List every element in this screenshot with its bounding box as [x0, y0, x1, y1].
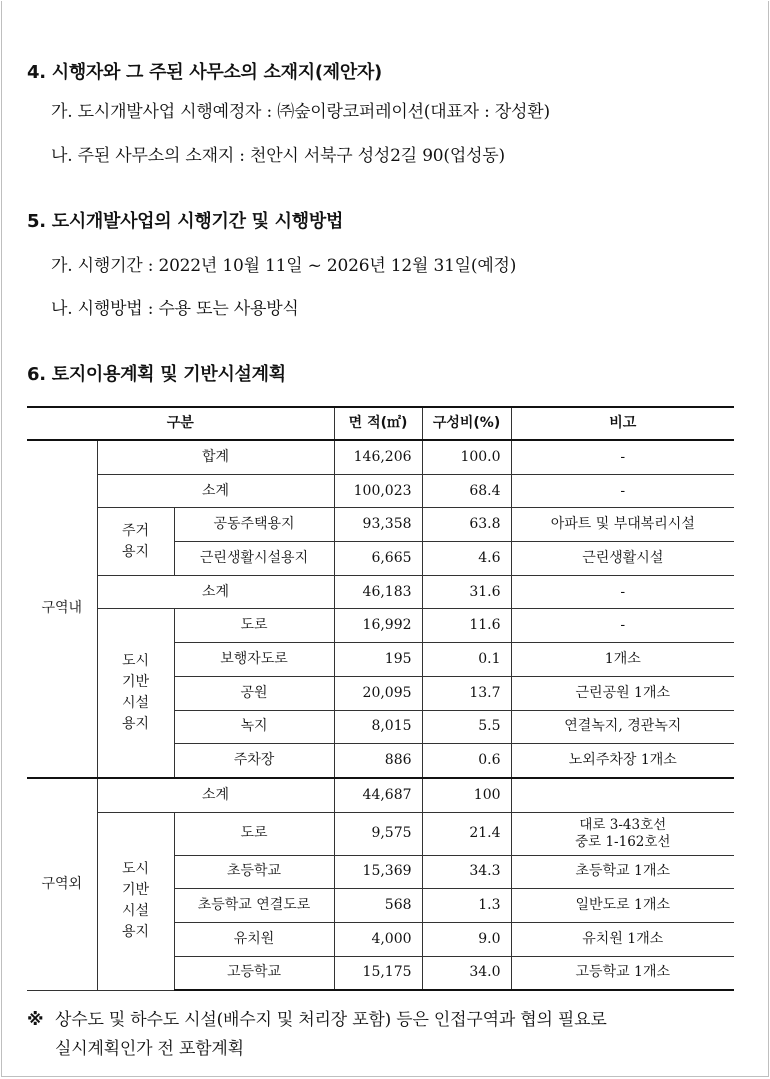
- infra-in-row-4-ratio: 0.6: [422, 744, 511, 778]
- section5-item-b: 나. 시행방법 : 수용 또는 사용방식: [51, 299, 299, 319]
- infra-in-row-0-ratio: 11.6: [422, 609, 511, 643]
- land-use-table: [27, 406, 734, 991]
- table-row: [27, 508, 734, 542]
- footnote-line2: 실시계획인가 전 포함계획: [55, 1039, 244, 1059]
- residential-row-0-area: 93,358: [334, 508, 422, 542]
- infra-in-label-text: 도시 기반 시설 용지: [121, 653, 150, 733]
- infra-in-row-2-ratio: 13.7: [422, 676, 511, 710]
- infra-out-row-1-ratio: 34.3: [422, 855, 511, 889]
- infra-in-row-3-remarks: 연결녹지, 경관녹지: [511, 710, 734, 744]
- infra-out-row-2-area: 568: [334, 889, 422, 923]
- infra-out-subtotal-name: 소계: [97, 778, 334, 812]
- infra-out-subtotal-ratio: 100: [422, 778, 511, 812]
- residential-row-1-name: 근린생활시설용지: [174, 542, 334, 576]
- infra-in-row-2-name: 공원: [174, 676, 334, 710]
- section6-heading: 6. 토지이용계획 및 기반시설계획: [27, 364, 286, 385]
- infra-out-row-3-name: 유치원: [174, 922, 334, 956]
- table-row: [27, 575, 734, 609]
- infra-out-row-2-remarks: 일반도로 1개소: [511, 889, 734, 923]
- infra-in-subtotal-area: 46,183: [334, 575, 422, 609]
- infra-out-subtotal-remarks: [511, 778, 734, 812]
- infra-in-row-4-name: 주차장: [174, 744, 334, 778]
- infra-out-row-4-remarks: 고등학교 1개소: [511, 956, 734, 990]
- inside-total-area: 146,206: [334, 440, 422, 474]
- header-area: 면 적(㎡): [334, 407, 422, 440]
- inside-total-remarks: -: [511, 440, 734, 474]
- infra-out-row-2-ratio: 1.3: [422, 889, 511, 923]
- infra-out-row-0-name: 도로: [174, 812, 334, 855]
- infra-out-row-2-name: 초등학교 연결도로: [174, 889, 334, 923]
- infra-in-row-2-area: 20,095: [334, 676, 422, 710]
- infra-out-row-3-area: 4,000: [334, 922, 422, 956]
- table-row: [27, 812, 734, 855]
- inside-zone-label: 구역내: [27, 440, 97, 778]
- infra-out-row-3-remarks: 유치원 1개소: [511, 922, 734, 956]
- infra-out-row-0-remarks: [511, 812, 734, 855]
- infra-in-row-4-area: 886: [334, 744, 422, 778]
- infra-in-row-3-area: 8,015: [334, 710, 422, 744]
- residential-row-0-ratio: 63.8: [422, 508, 511, 542]
- section5-heading: 5. 도시개발사업의 시행기간 및 시행방법: [27, 211, 344, 232]
- residential-row-1-ratio: 4.6: [422, 542, 511, 576]
- infra-out-row-1-area: 15,369: [334, 855, 422, 889]
- infra-in-row-1-area: 195: [334, 643, 422, 677]
- inside-total-ratio: 100.0: [422, 440, 511, 474]
- infra-in-row-4-remarks: 노외주차장 1개소: [511, 744, 734, 778]
- header-ratio: 구성비(%): [422, 407, 511, 440]
- infra-out-row-4-area: 15,175: [334, 956, 422, 990]
- infra-in-row-1-remarks: 1개소: [511, 643, 734, 677]
- infra-in-row-3-ratio: 5.5: [422, 710, 511, 744]
- infra-in-row-0-name: 도로: [174, 609, 334, 643]
- section5-item-a: 가. 시행기간 : 2022년 10월 11일 ~ 2026년 12월 31일(예정): [51, 256, 517, 276]
- section4-item-a: 가. 도시개발사업 시행예정자 : ㈜숲이랑코퍼레이션(대표자 : 장성환): [51, 102, 550, 122]
- residential-subtotal-area: 100,023: [334, 474, 422, 508]
- infra-in-subtotal-remarks: -: [511, 575, 734, 609]
- infra-out-row-0-area: 9,575: [334, 812, 422, 855]
- infra-out-row-0-remarks-line1: 대로 3-43호선: [579, 816, 667, 833]
- footnote-line1-text: 상수도 및 하수도 시설(배수지 및 처리장 포함) 등은 인접구역과 협의 필요로: [55, 1010, 607, 1030]
- infra-in-subtotal-name: 소계: [97, 575, 334, 609]
- table-row: [27, 474, 734, 508]
- infra-out-row-3-ratio: 9.0: [422, 922, 511, 956]
- infra-in-row-1-ratio: 0.1: [422, 643, 511, 677]
- header-category: 구분: [27, 407, 334, 440]
- residential-label-text: 주거 용지: [121, 522, 150, 560]
- section4-heading: 4. 시행자와 그 주된 사무소의 소재지(제안자): [27, 62, 382, 83]
- outside-zone-label: 구역외: [27, 778, 97, 990]
- infra-out-row-1-name: 초등학교: [174, 855, 334, 889]
- residential-row-0-name: 공동주택용지: [174, 508, 334, 542]
- section4-item-b: 나. 주된 사무소의 소재지 : 천안시 서북구 성성2길 90(업성동): [51, 146, 505, 166]
- residential-subtotal-ratio: 68.4: [422, 474, 511, 508]
- table-row: [27, 609, 734, 643]
- infra-out-row-1-remarks: 초등학교 1개소: [511, 855, 734, 889]
- residential-group-label: [97, 508, 174, 575]
- infra-out-label-text: 도시 기반 시설 용지: [121, 861, 150, 941]
- infra-out-subtotal-area: 44,687: [334, 778, 422, 812]
- infra-out-row-4-name: 고등학교: [174, 956, 334, 990]
- residential-row-1-area: 6,665: [334, 542, 422, 576]
- table-row: [27, 778, 734, 812]
- footnote: [27, 1006, 739, 1064]
- footnote-line1: [27, 1006, 739, 1035]
- table-row: [27, 440, 734, 474]
- residential-row-1-remarks: 근린생활시설: [511, 542, 734, 576]
- infra-out-row-0-ratio: 21.4: [422, 812, 511, 855]
- infra-out-group-label: [97, 812, 174, 990]
- infra-out-row-4-ratio: 34.0: [422, 956, 511, 990]
- infra-in-row-2-remarks: 근린공원 1개소: [511, 676, 734, 710]
- infra-in-group-label: [97, 609, 174, 778]
- residential-row-0-remarks: 아파트 및 부대복리시설: [511, 508, 734, 542]
- residential-subtotal-remarks: -: [511, 474, 734, 508]
- infra-in-row-0-area: 16,992: [334, 609, 422, 643]
- residential-subtotal-name: 소계: [97, 474, 334, 508]
- inside-total-name: 합계: [97, 440, 334, 474]
- infra-in-row-1-name: 보행자도로: [174, 643, 334, 677]
- header-remarks: 비고: [511, 407, 734, 440]
- infra-in-row-0-remarks: -: [511, 609, 734, 643]
- infra-in-subtotal-ratio: 31.6: [422, 575, 511, 609]
- infra-out-row-0-remarks-line2: 중로 1-162호선: [575, 833, 671, 850]
- note-mark: ※: [27, 1010, 44, 1030]
- table-header-row: [27, 407, 734, 440]
- infra-in-row-3-name: 녹지: [174, 710, 334, 744]
